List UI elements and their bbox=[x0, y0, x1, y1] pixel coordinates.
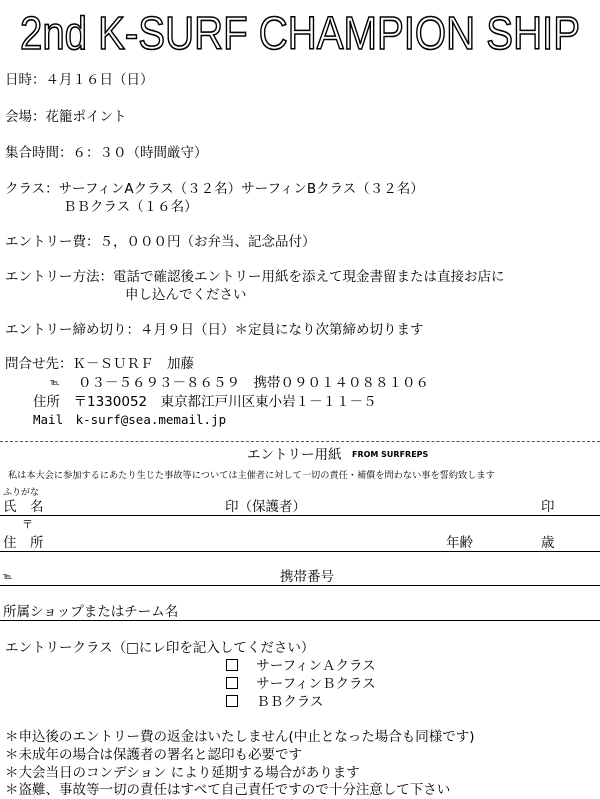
class-option-a[interactable] bbox=[226, 657, 376, 675]
class-instruction: エントリークラス（□にレ印を記入してください） bbox=[5, 640, 315, 656]
meeting-time: 集合時間：６：３０（時間厳守） bbox=[5, 145, 208, 161]
address-field-line[interactable] bbox=[0, 551, 600, 552]
checkbox-class-a[interactable] bbox=[226, 659, 238, 671]
class-option-bb-label: ＢＢクラス bbox=[256, 694, 324, 710]
address-label: 住 所 bbox=[3, 535, 44, 551]
class-option-b-label: サーフィンＢクラス bbox=[256, 676, 376, 692]
entry-method-line-1: エントリー方法：電話で確認後エントリー用紙を添えて現金書留または直接お店に bbox=[5, 269, 505, 285]
class-line-1: クラス：サーフィンAクラス（３２名）サーフィンBクラス（３２名） bbox=[5, 181, 424, 197]
seal-label: 印 bbox=[541, 499, 555, 515]
tel-field-line[interactable] bbox=[0, 585, 600, 586]
tel-icon: ℡ bbox=[50, 378, 60, 388]
checkbox-class-b[interactable] bbox=[226, 677, 238, 689]
shop-label: 所属ショップまたはチーム名 bbox=[3, 604, 179, 620]
event-date: 日時：４月１６日（日） bbox=[5, 72, 154, 88]
note-postpone: ＊大会当日のコンデション により延期する場合があります bbox=[5, 765, 360, 781]
contact-address: 住所 〒1330052 東京都江戸川区東小岩１－１１－５ bbox=[33, 394, 377, 410]
mobile-label: 携帯番号 bbox=[280, 569, 334, 585]
form-tel-label: ℡ bbox=[3, 572, 13, 582]
guardian-seal-label: 印（保護者） bbox=[225, 499, 306, 515]
entry-deadline: エントリー締め切り：４月９日（日）＊定員になり次第締め切ります bbox=[5, 322, 424, 338]
pledge-text: 私は本大会に参加するにあたり生じた事故等については主催者に対して一切の責任・補償を問わない事を誓約致します bbox=[8, 470, 495, 481]
form-heading-note: FROM SURFREPS bbox=[352, 450, 429, 459]
contact-tel: ０３－５６９３－８６５９ 携帯０９０１４０８８１０６ bbox=[78, 375, 429, 391]
furigana-label: ふりがな bbox=[3, 488, 40, 498]
entry-fee: エントリー費：５，０００円（お弁当、記念品付） bbox=[5, 234, 316, 250]
class-option-b[interactable] bbox=[226, 675, 376, 693]
postal-mark: 〒 bbox=[22, 518, 33, 531]
note-liability: ＊盗難、事故等一切の責任はすべて自己責任ですので十分注意して下さい bbox=[5, 782, 451, 798]
class-line-2: ＢＢクラス（１６名） bbox=[63, 199, 198, 215]
contact-label: 問合せ先：Ｋ－ＳＵＲＦ 加藤 bbox=[5, 356, 194, 372]
note-refund: ＊申込後のエントリー費の返金はいたしません(中止となった場合も同様です) bbox=[5, 729, 475, 745]
age-unit: 歳 bbox=[541, 535, 555, 551]
contact-mail: Mail k-surf@sea.memail.jp bbox=[33, 412, 227, 427]
class-option-bb[interactable] bbox=[226, 693, 323, 711]
class-option-a-label: サーフィンＡクラス bbox=[256, 658, 376, 674]
name-label: 氏 名 bbox=[3, 499, 44, 515]
event-title bbox=[0, 2, 600, 60]
event-venue: 会場：花籠ポイント bbox=[5, 109, 127, 125]
note-minor: ＊未成年の場合は保護者の署名と認印も必要です bbox=[5, 747, 302, 763]
event-title-text: 2nd K-SURF CHAMPION SHIP bbox=[20, 7, 580, 59]
name-field-line[interactable] bbox=[0, 515, 600, 516]
shop-field-line[interactable] bbox=[0, 620, 600, 621]
form-separator bbox=[0, 441, 600, 442]
form-heading: エントリー用紙 bbox=[247, 447, 342, 463]
entry-method-line-2: 申し込んでください bbox=[125, 287, 247, 303]
checkbox-class-bb[interactable] bbox=[226, 695, 238, 707]
age-label: 年齢 bbox=[446, 535, 473, 551]
